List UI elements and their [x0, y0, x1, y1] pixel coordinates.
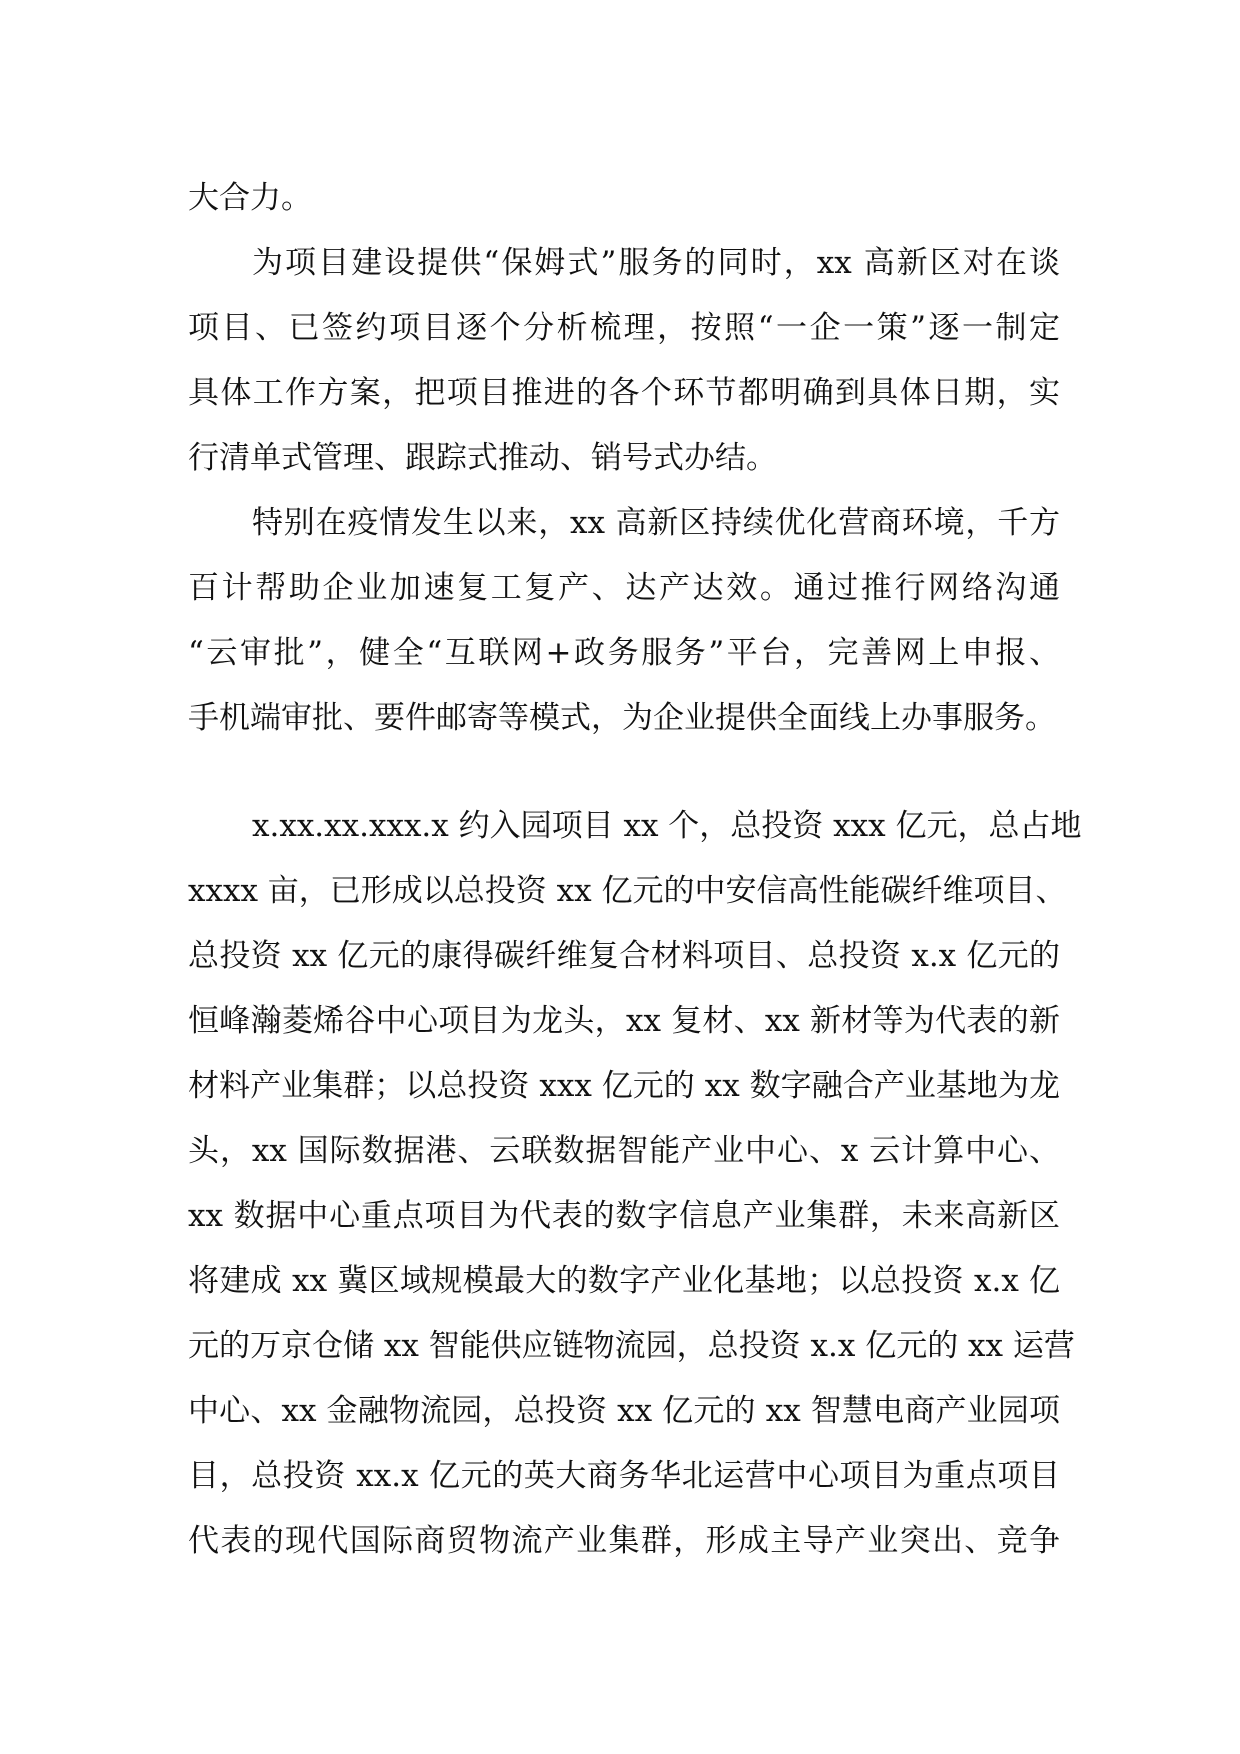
paragraph-line: 目，总投资 xx.x 亿元的英大商务华北运营中心项目为重点项目: [188, 1458, 1060, 1494]
paragraph-line: 具体工作方案，把项目推进的各个环节都明确到具体日期，实: [188, 375, 1060, 411]
paragraph-line: xx 数据中心重点项目为代表的数字信息产业集群，未来高新区: [188, 1198, 1060, 1234]
paragraph-line: 将建成 xx 冀区域规模最大的数字产业化基地；以总投资 x.x 亿: [188, 1263, 1060, 1299]
paragraph-line: 为项目建设提供“保姆式”服务的同时，xx 高新区对在谈: [252, 245, 1060, 281]
paragraph-line: “云审批”，健全“互联网+政务服务”平台，完善网上申报、: [188, 635, 1060, 671]
paragraph-line: 中心、xx 金融物流园，总投资 xx 亿元的 xx 智慧电商产业园项: [188, 1393, 1060, 1429]
body-text-section-1: [188, 166, 1060, 751]
paragraph-line: 材料产业集群；以总投资 xxx 亿元的 xx 数字融合产业基地为龙: [188, 1068, 1060, 1104]
paragraph-line: 特别在疫情发生以来，xx 高新区持续优化营商环境，千方: [252, 505, 1060, 541]
paragraph-line: x.xx.xx.xxx.x 约入园项目 xx 个，总投资 xxx 亿元，总占地: [252, 808, 1082, 844]
paragraph-line: 手机端审批、要件邮寄等模式，为企业提供全面线上办事服务。: [188, 700, 1056, 736]
paragraph-line: 总投资 xx 亿元的康得碳纤维复合材料项目、总投资 x.x 亿元的: [188, 938, 1060, 974]
paragraph-line: 百计帮助企业加速复工复产、达产达效。通过推行网络沟通: [188, 570, 1060, 606]
paragraph-line: 元的万京仓储 xx 智能供应链物流园，总投资 x.x 亿元的 xx 运营: [188, 1328, 1075, 1364]
body-text-section-2: [188, 794, 1082, 1574]
paragraph-line: 代表的现代国际商贸物流产业集群，形成主导产业突出、竞争: [188, 1523, 1060, 1559]
paragraph-line: xxxx 亩，已形成以总投资 xx 亿元的中安信高性能碳纤维项目、: [188, 873, 1067, 909]
paragraph-line: 行清单式管理、跟踪式推动、销号式办结。: [188, 440, 777, 476]
paragraph-line: 头，xx 国际数据港、云联数据智能产业中心、x 云计算中心、: [188, 1133, 1060, 1169]
paragraph-line: 恒峰瀚菱烯谷中心项目为龙头，xx 复材、xx 新材等为代表的新: [188, 1003, 1060, 1039]
paragraph-line: 大合力。: [188, 180, 312, 216]
paragraph-line: 项目、已签约项目逐个分析梳理，按照“一企一策”逐一制定: [188, 310, 1060, 346]
